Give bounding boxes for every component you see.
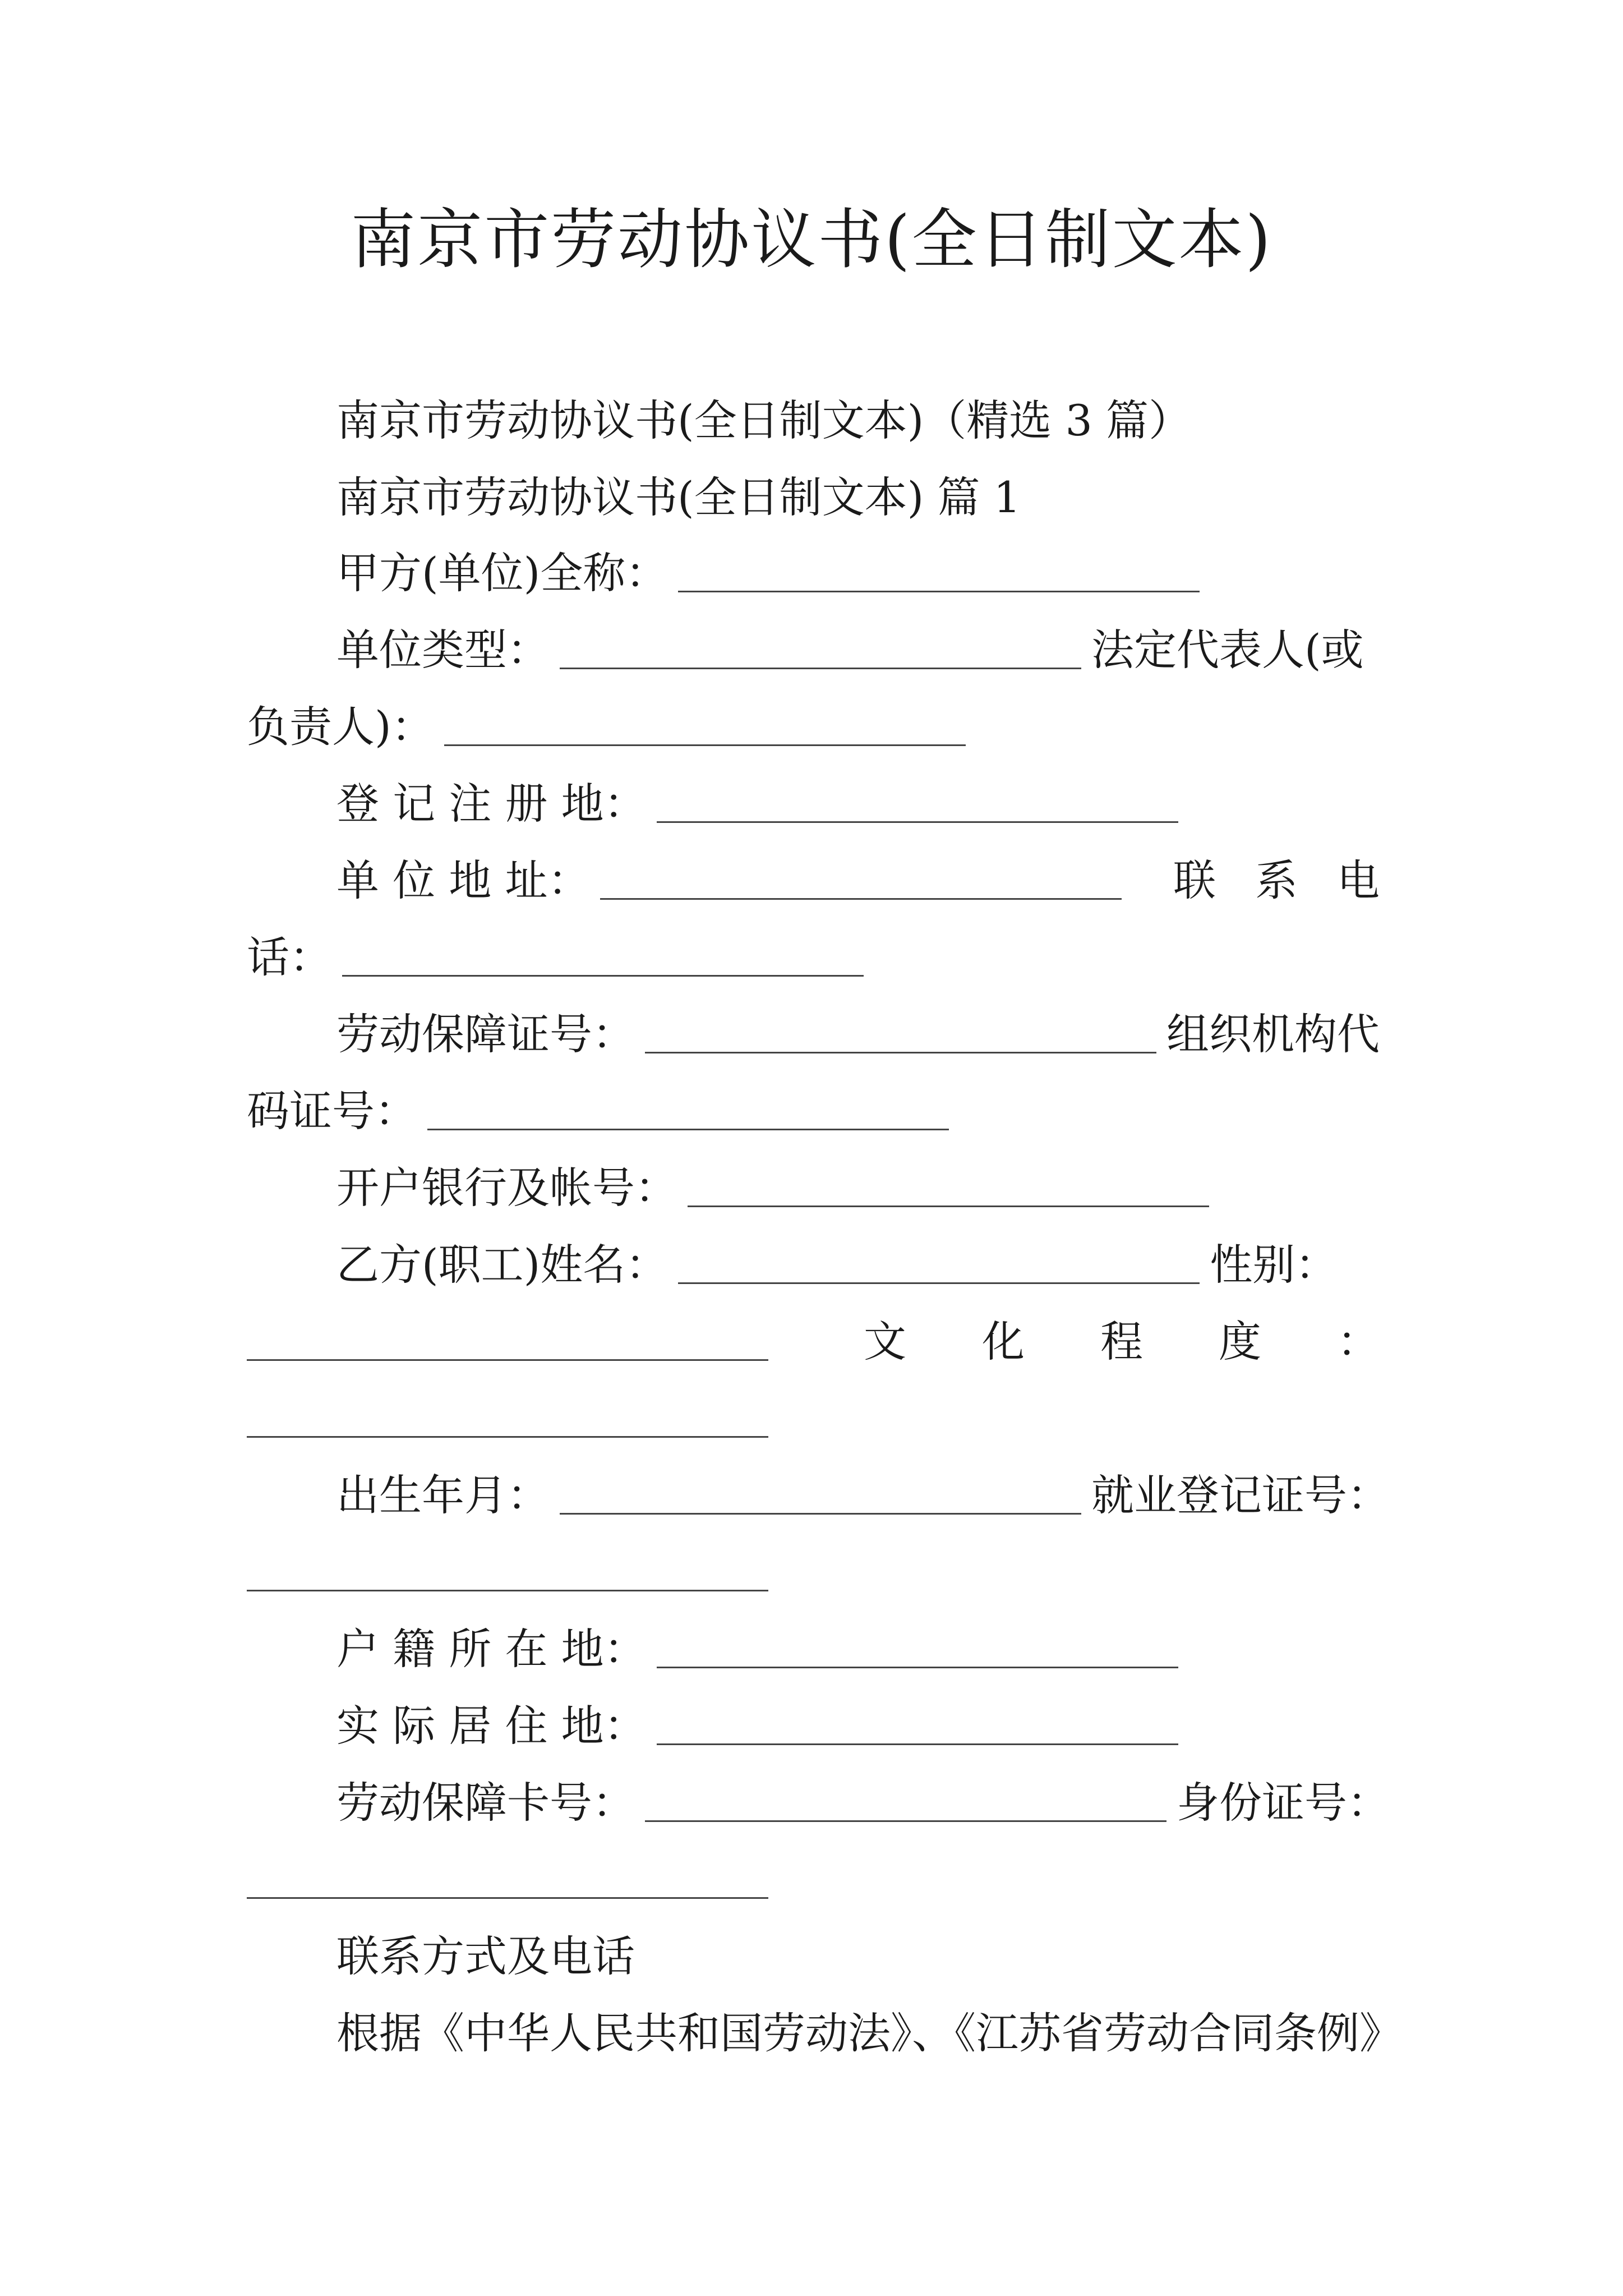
blank-field[interactable] [342, 975, 864, 977]
blank-field[interactable] [645, 1820, 1166, 1822]
form-line-bank-account: 开户银行及帐号： [336, 1153, 1209, 1209]
blank-field[interactable] [247, 1590, 768, 1591]
form-line-birth-date: 出生年月： 就业登记证号： [336, 1470, 1390, 1520]
form-line-party-a-name: 甲方(单位)全称： [336, 539, 1200, 595]
form-line-education-blank [247, 1384, 768, 1440]
blank-field[interactable] [600, 898, 1122, 900]
form-line-phone: 话： [247, 923, 864, 979]
blank-field[interactable] [247, 1359, 768, 1361]
form-line-actual-residence: 实 际 居 住 地： [336, 1691, 1178, 1747]
form-line-unit-type: 单位类型： 法定代表人(或 [336, 625, 1364, 675]
form-line-org-code: 码证号： [247, 1076, 949, 1133]
blank-field[interactable] [560, 668, 1081, 669]
blank-field[interactable] [645, 1052, 1156, 1053]
form-line-labor-cert: 劳动保障证号： 组织机构代 [336, 1009, 1380, 1059]
blank-field[interactable] [657, 1667, 1178, 1668]
blank-field[interactable] [560, 1513, 1081, 1515]
form-line-labor-card: 劳动保障卡号： 身份证号： [336, 1778, 1390, 1828]
form-line-id-number-blank [247, 1845, 768, 1901]
form-line-contact: 联系方式及电话 [336, 1931, 635, 1981]
form-line-unit-address: 单 位 地 址： 联 系 电 [336, 855, 1380, 905]
blank-field[interactable] [678, 1282, 1200, 1284]
form-line-education: 文 化 程 度 ： [247, 1307, 1380, 1363]
form-line-party-b-name: 乙方(职工)姓名： 性别： [336, 1240, 1338, 1290]
blank-field[interactable] [247, 1897, 768, 1899]
document-title: 南京市劳动协议书(全日制文本) [351, 202, 1272, 278]
blank-field[interactable] [657, 821, 1178, 823]
blank-field[interactable] [678, 591, 1200, 592]
form-line-employment-cert-blank [247, 1538, 768, 1594]
blank-field[interactable] [688, 1205, 1209, 1207]
subtitle-line: 南京市劳动协议书(全日制文本)（精选 3 篇） [336, 395, 1191, 445]
blank-field[interactable] [427, 1129, 949, 1130]
blank-field[interactable] [657, 1743, 1178, 1745]
form-line-registered-place: 登 记 注 册 地： [336, 769, 1178, 825]
body-paragraph-line: 根据《中华人民共和国劳动法》、《江苏省劳动合同条例》 [336, 2008, 1402, 2058]
form-line-legal-rep: 负责人)： [247, 692, 966, 748]
blank-field[interactable] [444, 744, 966, 746]
form-line-household-place: 户 籍 所 在 地： [336, 1614, 1178, 1671]
section-heading: 南京市劳动协议书(全日制文本) 篇 1 [336, 472, 1021, 522]
blank-field[interactable] [247, 1436, 768, 1438]
